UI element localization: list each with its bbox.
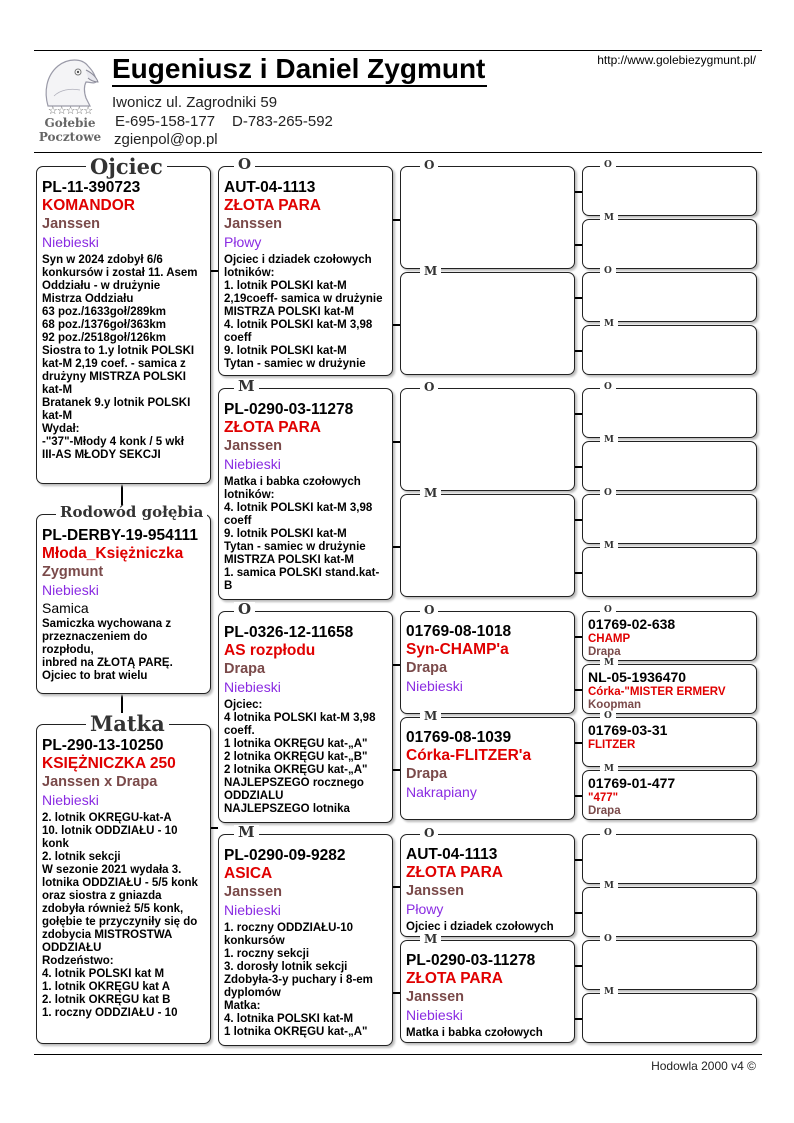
pedigree-card[interactable]	[582, 940, 757, 990]
ring-number: PL-0290-09-9282	[224, 847, 346, 864]
legend-parent-sex: M	[234, 825, 259, 840]
pedigree-card[interactable]	[582, 834, 757, 884]
legend-parent-sex: M	[600, 882, 618, 891]
legend-parent-sex: M	[600, 542, 618, 551]
pigeon-name: Córka-"MISTER ERMERV	[588, 686, 726, 698]
connector	[575, 413, 582, 415]
ring-number: PL-11-390723	[42, 179, 141, 196]
legend-mother: Matka	[86, 713, 169, 734]
pigeon-color: Niebieski	[42, 792, 99, 808]
pigeon-name: "477"	[588, 792, 619, 804]
pigeon-breed: Janssen x Drapa	[42, 774, 158, 790]
ring-number: PL-0290-03-11278	[224, 401, 354, 418]
pigeon-breed: Zygmunt	[42, 564, 104, 580]
legend-parent-sex: M	[600, 988, 618, 997]
connector	[575, 466, 582, 468]
legend-parent-sex: O	[600, 712, 616, 721]
ring-number: NL-05-1936470	[588, 669, 687, 685]
logo-stars: ☆☆☆☆☆	[47, 105, 93, 117]
pedigree-card[interactable]	[582, 272, 757, 322]
pedigree-card-mother[interactable]	[36, 724, 211, 1044]
pigeon-breed: Koopman	[588, 699, 642, 711]
connector	[575, 689, 582, 691]
pedigree-card[interactable]	[218, 834, 393, 1046]
pedigree-card[interactable]	[218, 388, 393, 600]
legend-parent-sex: M	[420, 265, 441, 277]
pigeon-breed: Janssen	[406, 989, 465, 1005]
legend-subject: Rodowód gołębia	[56, 505, 207, 520]
legend-parent-sex: O	[420, 381, 438, 393]
breeder-phone-e: E-695-158-177	[115, 113, 216, 130]
connector	[575, 795, 582, 797]
connector	[393, 546, 400, 548]
ring-number: 01769-03-31	[588, 722, 668, 738]
pedigree-card[interactable]	[582, 993, 757, 1043]
legend-parent-sex: O	[600, 935, 616, 944]
legend-parent-sex: M	[600, 436, 618, 445]
connector	[393, 769, 400, 771]
ring-number: 01769-08-1018	[406, 623, 512, 640]
pigeon-name: ZŁOTA PARA	[224, 419, 322, 436]
header-bottom-rule	[34, 152, 762, 153]
connector	[575, 519, 582, 521]
pedigree-card[interactable]	[582, 494, 757, 544]
breeder-name-title: Eugeniusz i Daniel Zygmunt	[112, 53, 487, 87]
pedigree-card[interactable]	[582, 611, 757, 661]
legend-father: Ojciec	[86, 156, 167, 177]
pigeon-description: Syn w 2024 zdobył 6/6 konkursów i został 11. Asem Oddziału - w drużynie Mistrza Oddziału 63 poz./1633goł/289km 68 poz./1376goł/363km 92 poz./2518goł/126km Siostra to 1.y lotnik POLSKI kat-M 2,19 coef. - samica z drużyny MISTRZA POLSKI kat-M Bratanek 9.y lotnik POLSKI kat-M Wydał: -"37"-Młody 4 konk / 5 wkł III-AS MŁODY SEKCJI	[42, 254, 198, 461]
pigeon-breed: Janssen	[224, 438, 283, 454]
legend-parent-sex: O	[420, 159, 438, 171]
pigeon-name: KOMANDOR	[42, 197, 135, 214]
pigeon-description: Matka i babka czołowych	[406, 1027, 543, 1039]
legend-parent-sex: O	[600, 489, 616, 498]
pigeon-description: Samiczka wychowana z przeznaczeniem do rozpłodu, inbred na ZŁOTĄ PARĘ. Ojciec to brat wielu	[42, 618, 173, 682]
connector	[575, 244, 582, 246]
logo-text-line2: Pocztowe	[38, 130, 102, 144]
pedigree-card[interactable]	[582, 770, 757, 820]
pigeon-breed: Drapa	[406, 660, 448, 676]
connector	[575, 191, 582, 193]
connector	[575, 912, 582, 914]
pedigree-card[interactable]	[582, 219, 757, 269]
connector	[393, 324, 400, 326]
legend-parent-sex: M	[234, 379, 259, 394]
legend-parent-sex: M	[600, 214, 618, 223]
legend-parent-sex: M	[600, 320, 618, 329]
ring-number: PL-0326-12-11658	[224, 624, 354, 641]
pedigree-card[interactable]	[582, 441, 757, 491]
connector	[211, 827, 218, 829]
pedigree-card[interactable]	[400, 272, 575, 375]
pigeon-description: Matka i babka czołowych lotników: 4. lotnik POLSKI kat-M 3,98 coeff 9. lotnik POLSKI kat-M Tytan - samiec w drużynie MISTRZA POLSKI kat-M 1. samica POLSKI stand.kat- B	[224, 476, 380, 592]
connector	[393, 441, 400, 443]
pigeon-name: ASICA	[224, 865, 273, 882]
pigeon-color: Niebieski	[224, 902, 281, 918]
legend-parent-sex: M	[600, 659, 618, 668]
pigeon-head-icon	[40, 56, 100, 108]
legend-parent-sex: O	[600, 267, 616, 276]
pigeon-sex: Samica	[42, 600, 89, 616]
pigeon-breed: Janssen	[224, 884, 283, 900]
pedigree-card[interactable]	[582, 325, 757, 375]
legend-parent-sex: O	[600, 606, 616, 615]
legend-parent-sex: O	[420, 827, 438, 839]
pigeon-name: Córka-FLITZER'a	[406, 747, 532, 764]
pigeon-description: 2. lotnik OKRĘGU-kat-A 10. lotnik ODDZIAŁU - 10 konk 2. lotnik sekcji W sezonie 2021 wydała 3. lotnika ODDZIAŁU - 5/5 konk oraz siostra z gniazda zdobyła również 5/5 konk, gołębie te przyczyniły się do zdobycia MISTROSTWA ODDZIAŁU Rodzeństwo: 4. lotnik POLSKI kat M 1. lotnik OKRĘGU kat A 2. lotnik OKRĘGU kat B 1. roczny ODDZIAŁU - 10	[42, 812, 198, 1019]
website-link[interactable]: http://www.golebiezygmunt.pl/	[597, 53, 756, 67]
legend-parent-sex: M	[420, 487, 441, 499]
connector	[575, 572, 582, 574]
pedigree-card[interactable]	[582, 166, 757, 216]
pigeon-description: Ojciec: 4 lotnika POLSKI kat-M 3,98 coeff. 1 lotnika OKRĘGU kat-„A" 2 lotnika OKRĘGU kat-„B" 2 lotnika OKRĘGU kat-„A" NAJLEPSZEGO rocznego ODDZIALU NAJLEPSZEGO lotnika	[224, 699, 376, 815]
legend-parent-sex: O	[234, 157, 255, 172]
ring-number: 01769-08-1039	[406, 729, 512, 746]
pigeon-breed: Drapa	[588, 805, 621, 817]
legend-parent-sex: M	[420, 933, 441, 945]
pigeon-name: ZŁOTA PARA	[406, 864, 504, 881]
pigeon-color: Płowy	[224, 234, 262, 250]
breeder-email[interactable]: zgienpol@op.pl	[114, 131, 218, 148]
pigeon-description: 1. roczny ODDZIAŁU-10 konkursów 1. roczny sekcji 3. dorosły lotnik sekcji Zdobyła-3-y puchary i 8-em dyplomów Matka: 4. lotnika POLSKI kat-M 1 lotnika OKRĘGU kat-„A"	[224, 922, 373, 1038]
legend-parent-sex: M	[420, 710, 441, 722]
pigeon-color: Niebieski	[406, 1007, 463, 1023]
pigeon-breed: Janssen	[406, 883, 465, 899]
pedigree-card[interactable]	[400, 166, 575, 269]
pigeon-name: ZŁOTA PARA	[406, 970, 504, 987]
pedigree-card[interactable]	[400, 388, 575, 491]
pigeon-color: Niebieski	[42, 234, 99, 250]
legend-parent-sex: O	[420, 604, 438, 616]
connector	[575, 965, 582, 967]
pigeon-breed: Janssen	[42, 216, 101, 232]
pigeon-color: Niebieski	[224, 679, 281, 695]
ring-number: 01769-01-477	[588, 775, 676, 791]
connector	[393, 219, 400, 221]
ring-number: PL-DERBY-19-954111	[42, 527, 198, 544]
ring-number: 01769-02-638	[588, 616, 676, 632]
pedigree-card-father[interactable]	[36, 166, 211, 484]
pedigree-card[interactable]	[218, 611, 393, 823]
pigeon-breed: Janssen	[224, 216, 283, 232]
breeder-phone-d: D-783-265-592	[232, 113, 333, 130]
pedigree-card[interactable]	[400, 494, 575, 597]
pigeon-description: Ojciec i dziadek czołowych	[406, 921, 554, 933]
pigeon-name: Syn-CHAMP'a	[406, 641, 509, 658]
legend-parent-sex: O	[600, 161, 616, 170]
legend-parent-sex: O	[600, 383, 616, 392]
pedigree-card[interactable]	[582, 887, 757, 937]
pedigree-card[interactable]	[400, 834, 575, 937]
pigeon-breed: Drapa	[588, 646, 621, 658]
pedigree-card[interactable]	[582, 664, 757, 714]
pigeon-color: Niebieski	[42, 582, 99, 598]
pedigree-card[interactable]	[400, 717, 575, 820]
logo-text-line1: Gołebie	[44, 116, 96, 130]
pedigree-card-subject[interactable]	[36, 514, 211, 694]
breeder-address: Iwonicz ul. Zagrodniki 59	[112, 94, 278, 111]
pigeon-name: ZŁOTA PARA	[224, 197, 322, 214]
connector	[575, 297, 582, 299]
pigeon-color: Nakrapiany	[406, 784, 477, 800]
pedigree-card[interactable]	[400, 611, 575, 714]
header-top-rule	[34, 50, 762, 51]
pigeon-name: KSIĘŻNICZKA 250	[42, 755, 176, 772]
pedigree-card[interactable]	[582, 388, 757, 438]
legend-parent-sex: M	[600, 765, 618, 774]
software-credit: Hodowla 2000 v4 ©	[651, 1059, 756, 1073]
connector	[393, 992, 400, 994]
connector	[575, 350, 582, 352]
connector	[575, 1018, 582, 1020]
legend-parent-sex: O	[234, 602, 255, 617]
pigeon-name: Młoda_Księżniczka	[42, 545, 184, 562]
pigeon-color: Płowy	[406, 901, 444, 917]
connector	[393, 886, 400, 888]
ring-number: PL-290-13-10250	[42, 737, 164, 754]
pigeon-color: Niebieski	[224, 456, 281, 472]
legend-parent-sex: O	[600, 829, 616, 838]
pedigree-card[interactable]	[582, 717, 757, 767]
pedigree-card[interactable]	[218, 166, 393, 376]
ring-number: PL-0290-03-11278	[406, 952, 536, 969]
logo	[34, 56, 106, 148]
pigeon-name: AS rozpłodu	[224, 642, 316, 659]
pigeon-color: Niebieski	[406, 678, 463, 694]
pigeon-name: FLITZER	[588, 739, 636, 751]
pigeon-name: CHAMP	[588, 633, 631, 645]
pigeon-breed: Drapa	[406, 766, 448, 782]
connector	[393, 664, 400, 666]
pigeon-description: Ojciec i dziadek czołowych lotników: 1. lotnik POLSKI kat-M 2,19coeff- samica w drużynie MISTRZA POLSKI kat-M 4. lotnik POLSKI kat-M 3,98 coeff 9. lotnik POLSKI kat-M Tytan - samiec w drużynie	[224, 254, 383, 370]
ring-number: AUT-04-1113	[224, 179, 316, 196]
connector	[575, 742, 582, 744]
footer-rule	[34, 1054, 762, 1055]
pedigree-card[interactable]	[582, 547, 757, 597]
connector	[575, 859, 582, 861]
pedigree-card[interactable]	[400, 940, 575, 1043]
connector	[211, 270, 218, 272]
connector	[575, 636, 582, 638]
ring-number: AUT-04-1113	[406, 846, 498, 863]
pigeon-breed: Drapa	[224, 661, 266, 677]
